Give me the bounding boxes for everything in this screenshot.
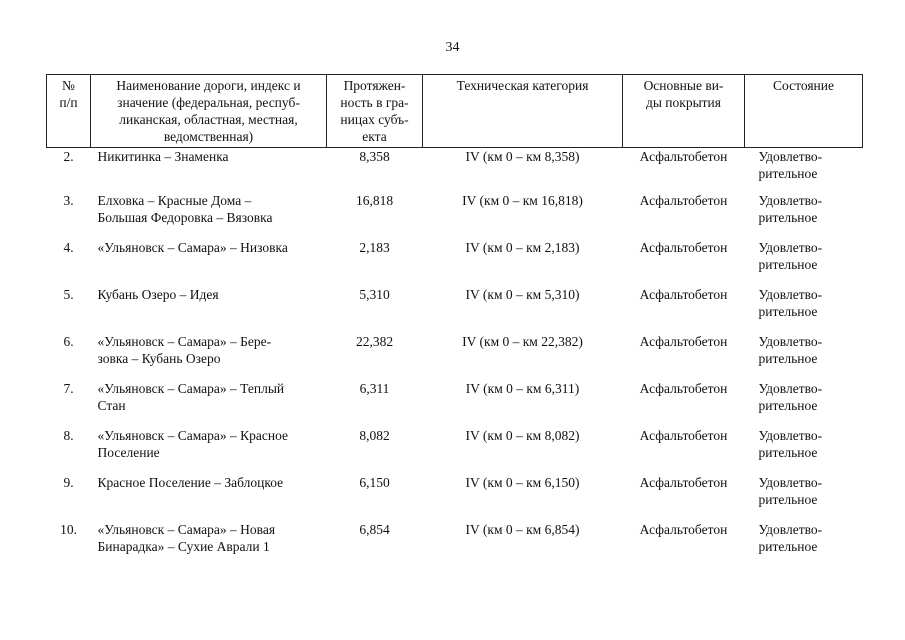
header-road-name: Наименование дороги, индекс и значение (федеральная, респуб- ликанская, областная, местная, ведомственная) bbox=[91, 75, 327, 148]
technical-category: IV (км 0 – км 6,311) bbox=[465, 381, 580, 396]
road-state: Удовлетво- рительное bbox=[758, 287, 823, 319]
technical-category: IV (км 0 – км 6,854) bbox=[465, 522, 580, 537]
road-name: «Ульяновск – Самара» – Бере- зовка – Кубань Озеро bbox=[97, 334, 272, 366]
table-header-row bbox=[47, 75, 863, 148]
road-name: Красное Поселение – Заблоцкое bbox=[97, 475, 284, 490]
table-row bbox=[47, 192, 863, 239]
header-state: Состояние bbox=[745, 75, 863, 148]
coverage-type: Асфальтобетон bbox=[639, 240, 728, 255]
row-number: 10. bbox=[60, 522, 77, 537]
row-number: 6. bbox=[63, 334, 74, 349]
road-length: 5,310 bbox=[359, 287, 390, 302]
row-number: 2. bbox=[63, 149, 74, 164]
row-number: 5. bbox=[63, 287, 74, 302]
table-row bbox=[47, 333, 863, 380]
header-no: № п/п bbox=[47, 75, 91, 148]
road-name: «Ульяновск – Самара» – Низовка bbox=[97, 240, 288, 255]
road-state: Удовлетво- рительное bbox=[758, 149, 823, 181]
header-length: Протяжен- ность в гра- ницах субъ- екта bbox=[327, 75, 423, 148]
coverage-type: Асфальтобетон bbox=[639, 149, 728, 164]
table-row bbox=[47, 286, 863, 333]
road-name: «Ульяновск – Самара» – Новая Бинарадка» – Сухие Аврали 1 bbox=[97, 522, 276, 554]
road-state: Удовлетво- рительное bbox=[758, 240, 823, 272]
road-length: 8,358 bbox=[359, 149, 390, 164]
technical-category: IV (км 0 – км 16,818) bbox=[462, 193, 583, 208]
row-number: 3. bbox=[63, 193, 74, 208]
road-name: «Ульяновск – Самара» – Красное Поселение bbox=[97, 428, 289, 460]
table-row bbox=[47, 148, 863, 193]
page-number: 34 bbox=[445, 40, 460, 55]
technical-category: IV (км 0 – км 8,082) bbox=[465, 428, 580, 443]
road-name: «Ульяновск – Самара» – Теплый Стан bbox=[97, 381, 285, 413]
table-row bbox=[47, 380, 863, 427]
road-state: Удовлетво- рительное bbox=[758, 193, 823, 225]
road-name: Елховка – Красные Дома – Большая Федоровка – Вязовка bbox=[97, 193, 273, 225]
coverage-type: Асфальтобетон bbox=[639, 475, 728, 490]
row-number: 4. bbox=[63, 240, 74, 255]
technical-category: IV (км 0 – км 6,150) bbox=[465, 475, 580, 490]
road-length: 16,818 bbox=[355, 193, 394, 208]
coverage-type: Асфальтобетон bbox=[639, 428, 728, 443]
road-state: Удовлетво- рительное bbox=[758, 381, 823, 413]
road-name: Никитинка – Знаменка bbox=[97, 149, 229, 164]
road-state: Удовлетво- рительное bbox=[758, 475, 823, 507]
coverage-type: Асфальтобетон bbox=[639, 287, 728, 302]
table-row bbox=[47, 474, 863, 521]
road-state: Удовлетво- рительное bbox=[758, 428, 823, 460]
road-name: Кубань Озеро – Идея bbox=[97, 287, 219, 302]
row-number: 8. bbox=[63, 428, 74, 443]
table-row bbox=[47, 427, 863, 474]
road-state: Удовлетво- рительное bbox=[758, 522, 823, 554]
coverage-type: Асфальтобетон bbox=[639, 193, 728, 208]
road-length: 22,382 bbox=[355, 334, 394, 349]
roads-table bbox=[46, 74, 863, 568]
row-number: 7. bbox=[63, 381, 74, 396]
road-state: Удовлетво- рительное bbox=[758, 334, 823, 366]
technical-category: IV (км 0 – км 5,310) bbox=[465, 287, 580, 302]
coverage-type: Асфальтобетон bbox=[639, 381, 728, 396]
road-length: 6,854 bbox=[359, 522, 390, 537]
header-category: Техническая категория bbox=[423, 75, 623, 148]
header-coverage: Основные ви- ды покрытия bbox=[623, 75, 745, 148]
technical-category: IV (км 0 – км 8,358) bbox=[465, 149, 580, 164]
technical-category: IV (км 0 – км 2,183) bbox=[465, 240, 580, 255]
table-row bbox=[47, 239, 863, 286]
road-length: 8,082 bbox=[359, 428, 390, 443]
road-length: 6,311 bbox=[359, 381, 390, 396]
technical-category: IV (км 0 – км 22,382) bbox=[462, 334, 583, 349]
road-length: 6,150 bbox=[359, 475, 390, 490]
row-number: 9. bbox=[63, 475, 74, 490]
coverage-type: Асфальтобетон bbox=[639, 334, 728, 349]
road-length: 2,183 bbox=[359, 240, 390, 255]
table-row bbox=[47, 521, 863, 568]
coverage-type: Асфальтобетон bbox=[639, 522, 728, 537]
